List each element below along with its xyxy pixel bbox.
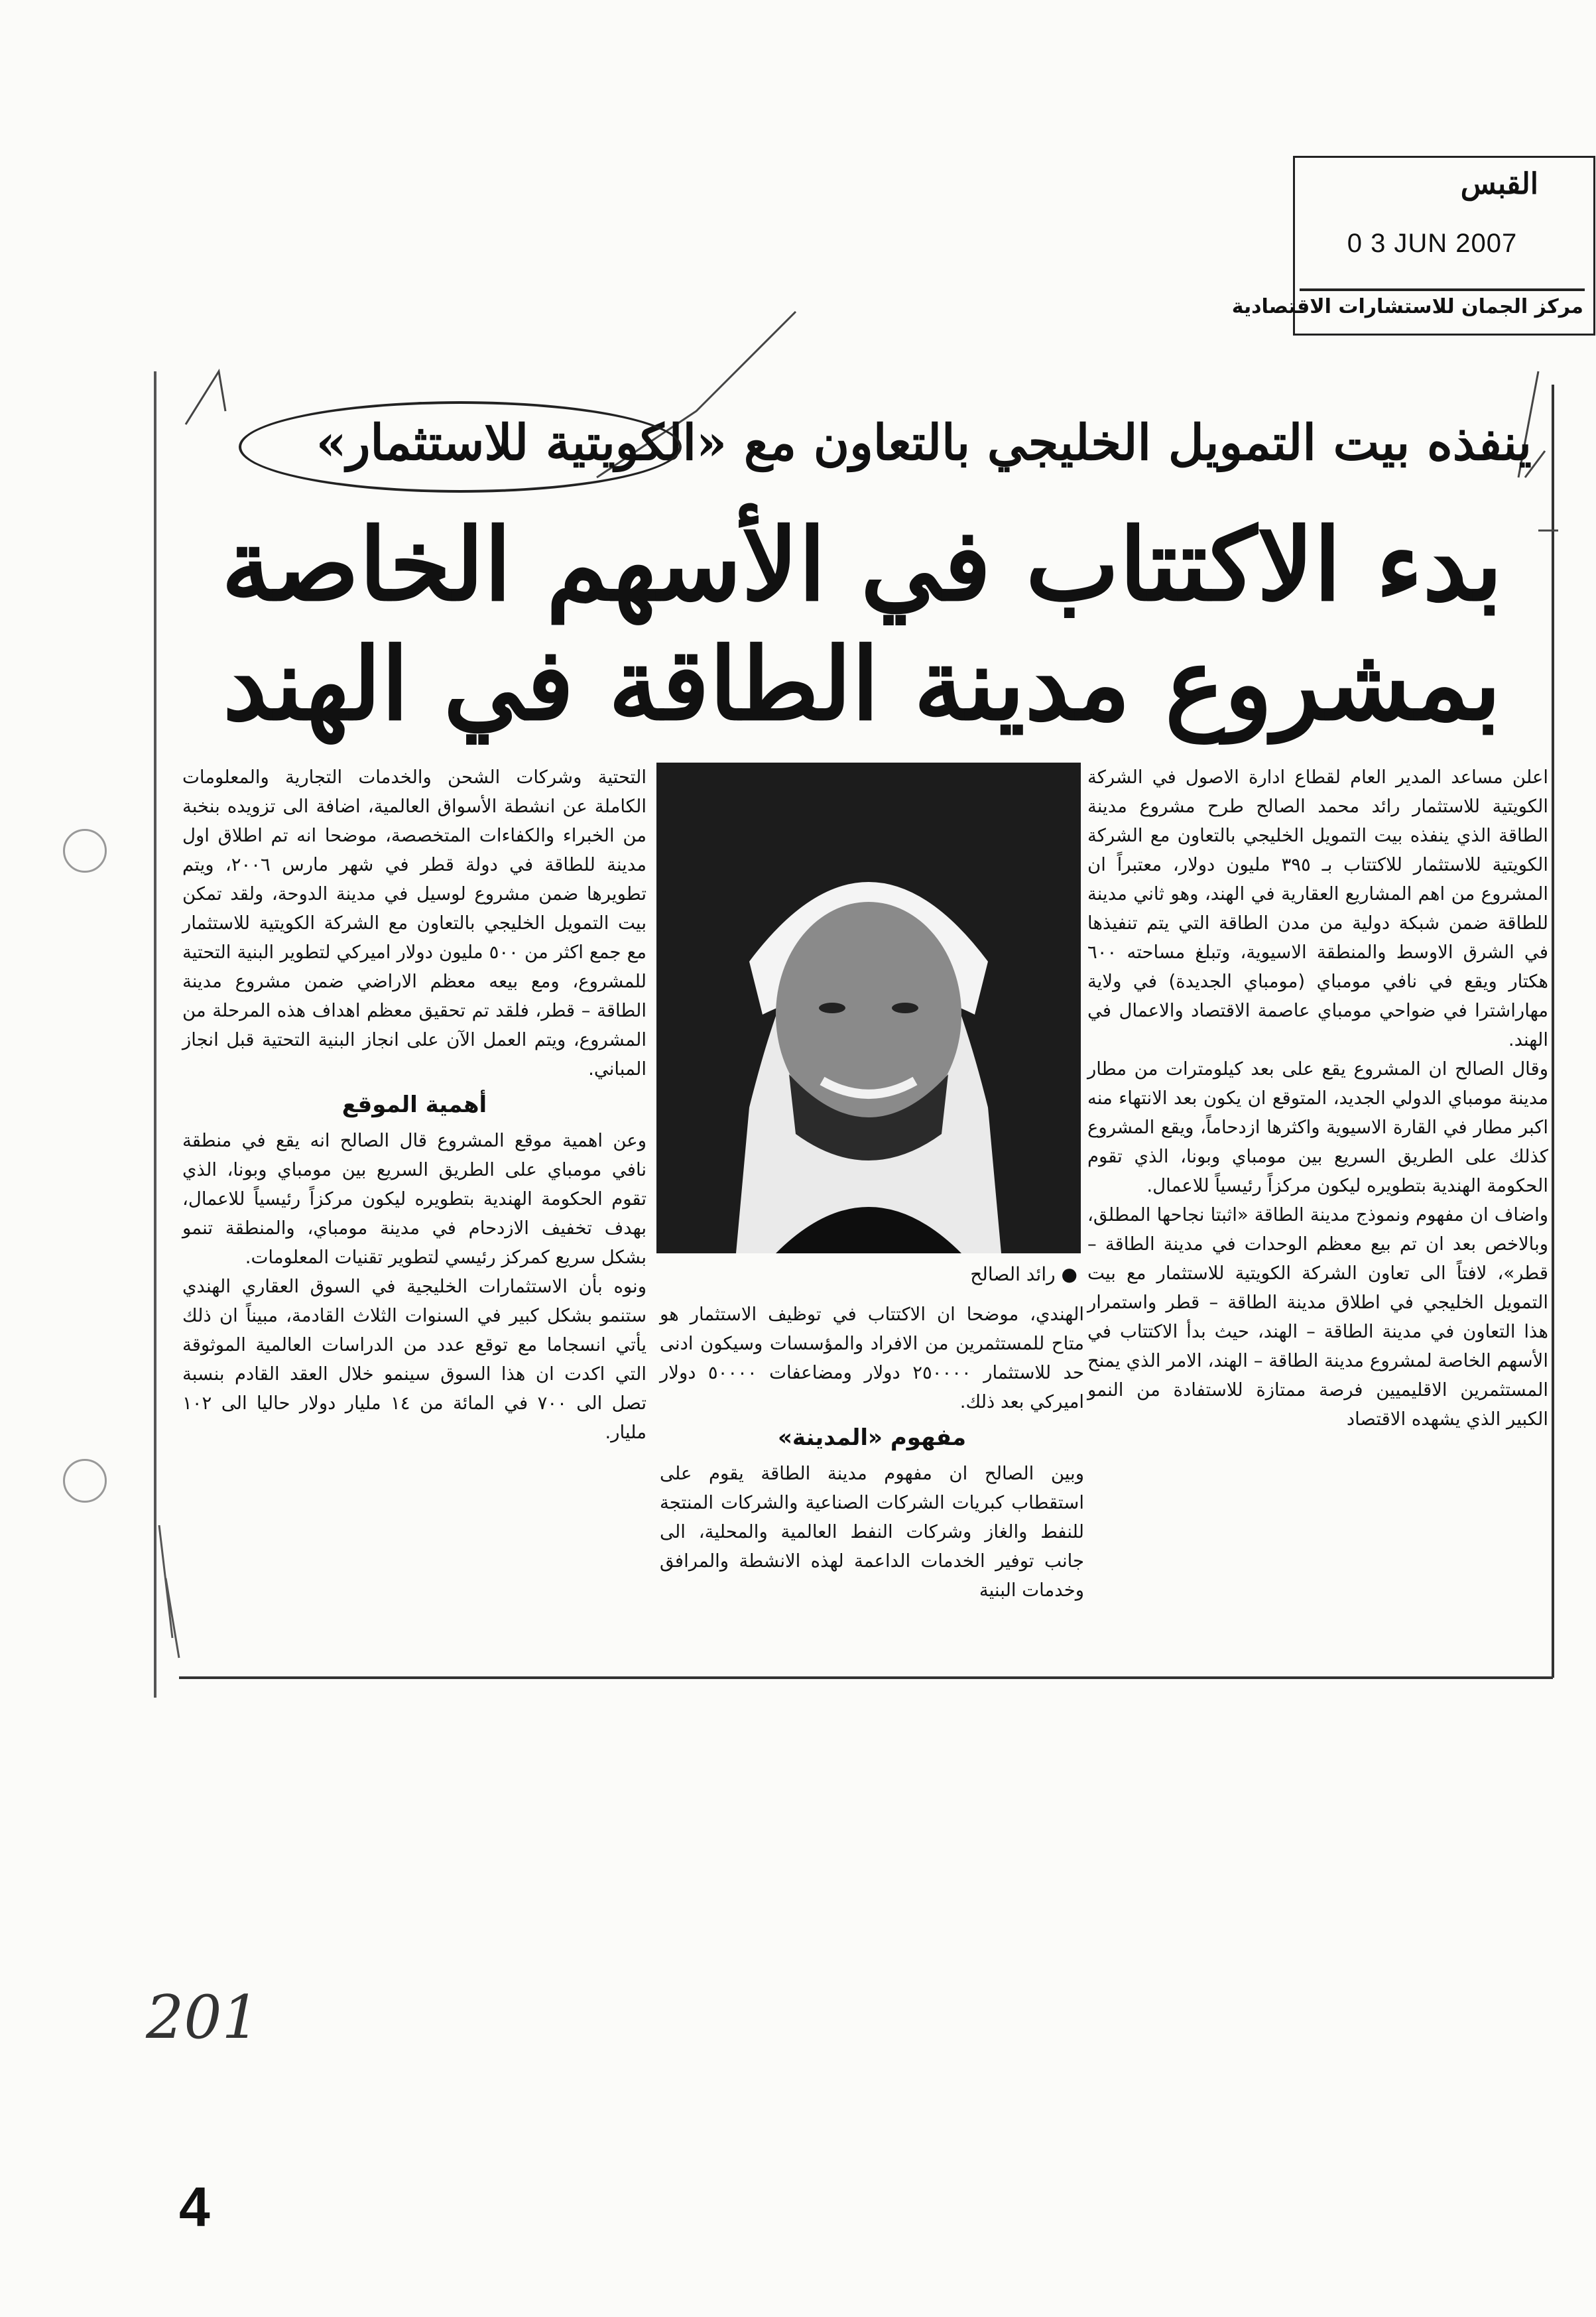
column-right — [1087, 763, 1548, 1434]
subheading: أهمية الموقع — [341, 1092, 487, 1118]
portrait-photo — [656, 763, 1081, 1253]
handwritten-note: 201 — [146, 1983, 260, 2052]
photo-caption: ● رائد الصالح — [970, 1263, 1077, 1285]
paragraph: وقال الصالح ان المشروع يقع على بعد كيلومترات من مطار مدينة مومباي الدولي الجديد، المتوقع ان يكون بعد الانتهاء منه اكبر مطار في القارة الاسيوية واكثرها ازدحاماً، ويقع المشروع كذلك على الطريق السريع بين مومباي وبونا، الذي تقوم الحكومة الهندية بتطويره ليكون مركزاً رئيسياً للاعمال. — [1087, 1058, 1548, 1196]
subheading: مفهوم «المدينة» — [777, 1424, 967, 1451]
stamp-center-name: مركز الجمان للاستشارات الاقتصادية — [1231, 295, 1583, 318]
paragraph: وبين الصالح ان مفهوم مدينة الطاقة يقوم على استقطاب كبريات الشركات الصناعية والشركات المنتجة للنفط والغاز وشركات النفط العالمية والمحلية، الى جانب توفير الخدمات الداعمة لهذه الانشطة والمرافق وخدمات البنية — [660, 1463, 1084, 1601]
paragraph: ونوه بأن الاستثمارات الخليجية في السوق العقاري الهندي ستنمو بشكل كبير في السنوات الثلاث القادمة، مبيناً ان ذلك يأتي انسجاما مع توقع عدد من الدراسات العالمية الموثوقة التي اكدت ان هذا السوق سينمو خلال العقد القادم بنسبة تصل الى ٧٠٠ في المائة من ١٤ مليار دولار حاليا الى ١٠٢ مليار. — [182, 1276, 646, 1443]
paragraph: اعلن مساعد المدير العام لقطاع ادارة الاصول في الشركة الكويتية للاستثمار رائد محمد الصالح طرح مشروع مدينة الطاقة الذي ينفذه بيت التمويل الخليجي بالتعاون مع الشركة الكويتية للاستثمار للاكتتاب بـ ٣٩٥ مليون دولار، معتبراً ان المشروع من اهم المشاريع العقارية في الهند، وهو ثاني مدينة للطاقة ضمن شبكة دولية من مدن الطاقة التي يتم تنفيذها في الشرق الاوسط والمنطقة الاسيوية، وتبلغ مساحته ٦٠٠ هكتار ويقع في نافي مومباي (مومباي الجديدة) في ولاية مهاراشترا في ضواحي مومباي عاصمة الاقتصاد والاعمال في الهند. — [1087, 767, 1549, 1050]
paragraph: واضاف ان مفهوم ونموذج مدينة الطاقة «اثبتا نجاحها المطلق، وبالاخص بعد ان تم بيع معظم الوحدات في مدينة الطاقة – قطر»، لافتاً الى تعاون الشركة الكويتية للاستثمار مع بيت التمويل الخليجي في اطلاق مدينة الطاقة – قطر واستمرار هذا التعاون في مدينة الطاقة – الهند، حيث بدأ الاكتتاب في الأسهم الخاصة لمشروع مدينة الطاقة – الهند، الامر الذي يمنح المستثمرين الاقليميين فرصة ممتازة للاستفادة من النمو الكبير الذي يشهده الاقتصاد — [1087, 1204, 1548, 1430]
article-kicker: ينفذه بيت التمويل الخليجي بالتعاون مع «الكويتية للاستثمار» — [316, 414, 1532, 471]
column-middle — [660, 1300, 1084, 1605]
headline-line1: بدء الاكتتاب في الأسهم الخاصة — [221, 507, 1503, 623]
stamp-date: 0 3 JUN 2007 — [1347, 229, 1518, 258]
portrait-figure — [656, 763, 1081, 1253]
paragraph: التحتية وشركات الشحن والخدمات التجارية والمعلومات الكاملة عن انشطة الأسواق العالمية، اضافة الى تزويده بنخبة من الخبراء والكفاءات المتخصصة، موضحا انه تم اطلاق اول مدينة للطاقة في دولة قطر في شهر مارس ٢٠٠٦، ويتم تطويرها ضمن مشروع لوسيل في مدينة الدوحة، ولقد تمكن بيت التمويل الخليجي بالتعاون مع الشركة الكويتية للاستثمار مع جمع اكثر من ٥٠٠ مليون دولار اميركي لتطوير البنية التحتية للمشروع، ومع بيعه معظم الاراضي ضمن مشروع مدينة الطاقة – قطر، فلقد تم تحقيق معظم اهداف هذه المرحلة من المشروع، ويتم العمل الآن على انجاز البنية التحتية قبل انجاز المباني. — [182, 767, 646, 1080]
column-left — [182, 763, 646, 1447]
paragraph: الهندي، موضحا ان الاكتتاب في توظيف الاستثمار هو متاح للمستثمرين من الافراد والمؤسسات وسيكون ادنى حد للاستثمار ٢٥٠٠٠٠ دولار ومضاعفات ٥٠٠٠٠ دولار اميركي بعد ذلك. — [660, 1304, 1084, 1412]
headline-line2: بمشروع مدينة الطاقة في الهند — [223, 626, 1501, 743]
paragraph: وعن اهمية موقع المشروع قال الصالح انه يقع في منطقة نافي مومباي على الطريق السريع بين مومباي وبونا، الذي تقوم الحكومة الهندية بتطويره ليكون مركزاً رئيسياً للاعمال، بهدف تخفيف الازدحام في مدينة مومباي، والمنطقة تنمو بشكل سريع كمركز رئيسي لتطوير تقنيات المعلومات. — [182, 1130, 646, 1268]
newspaper-logo: القبس — [1460, 167, 1538, 201]
page-number: 4 — [179, 2176, 210, 2238]
highlight-oval — [239, 401, 682, 493]
